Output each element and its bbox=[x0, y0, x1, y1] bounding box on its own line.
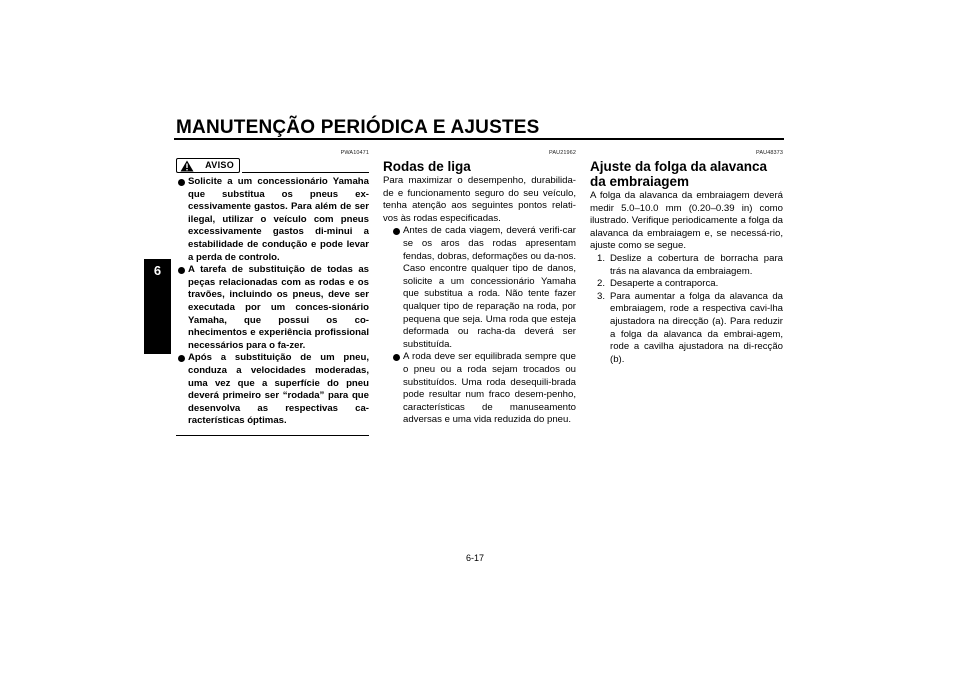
warning-list bbox=[176, 176, 369, 428]
step-item bbox=[590, 278, 783, 291]
bullet-icon bbox=[393, 354, 400, 361]
page-number: 6-17 bbox=[466, 553, 485, 563]
step-item bbox=[590, 253, 783, 278]
warning-item-text: Solicite a um concessionário Yamaha que substitua os pneus ex-cessivamente gastos. Para além de ser ilegal, utilizar o veículo com pneus excessivamente gastos di-minui a estabilidade de condução e pode levar a perda de controlo. bbox=[188, 176, 369, 263]
warning-label: AVISO bbox=[205, 160, 234, 171]
section-heading: Rodas de liga bbox=[383, 159, 471, 174]
step-item bbox=[590, 291, 783, 367]
page-title: MANUTENÇÃO PERIÓDICA E AJUSTES bbox=[176, 117, 540, 138]
wheel-item-text: A roda deve ser equilibrada sempre que o pneu ou a roda sejam trocados ou substituídos. Uma roda desequili-brada pode resultar num fraco desem-penho, características de manuseamento adversas e uma vida reduzida do pneu. bbox=[403, 351, 576, 426]
warning-item-text: A tarefa de substituição de todas as peças relacionadas com as rodas e os travões, incluindo os pneus, deve ser executada por um conces-sionário Yamaha, que possui os co-nhecimentos e experiência profissional necessários para o fa-zer. bbox=[188, 264, 369, 351]
steps-list bbox=[590, 253, 783, 366]
bullet-icon bbox=[178, 267, 185, 274]
warning-triangle-icon bbox=[180, 160, 194, 172]
step-text: Desaperte a contraporca. bbox=[610, 278, 719, 290]
step-number: 2. bbox=[597, 278, 606, 290]
wheel-item-text: Antes de cada viagem, deverá verifi-car se os aros das rodas apresentam fendas, dobras, deformações ou da-nos. Caso encontre qualquer tipo de danos, solicite a um concessionário Yamaha que substitua a roda. Não tente fazer qualquer tipo de reparação na roda, por pequena que seja. Uma roda que esteja deformada ou racha-da deverá ser substituída. bbox=[403, 225, 576, 350]
bullet-icon bbox=[178, 179, 185, 186]
warning-item-text: Após a substituição de um pneu, conduza a velocidades moderadas, uma vez que a superfície do pneu deverá primeiro ser “rodada” para que desenvolva as respectivas ca-racterísticas óptimas. bbox=[188, 352, 369, 427]
step-text: Para aumentar a folga da alavanca da embraiagem, rode a respectiva cavi-lha ajustadora na direcção (a). Para reduzir a folga da alavanca da embrai-agem, rode a cavilha ajustadora na di-recção (b). bbox=[610, 290, 783, 365]
wheel-list bbox=[391, 225, 576, 427]
wheel-item bbox=[391, 351, 576, 427]
warning-item bbox=[176, 264, 369, 352]
warning-header bbox=[176, 158, 369, 176]
section-intro: Para maximizar o desempenho, durabilida-de e funcionamento seguro do seu veículo, tenha atenção aos seguintes pontos relati-vos às rodas especificadas. bbox=[383, 175, 576, 224]
warning-rule bbox=[242, 172, 369, 173]
section-intro: A folga da alavanca da embraiagem deverá medir 5.0–10.0 mm (0.20–0.39 in) como ilustrado. Verifique periodicamente a folga da alavanca da embraiagem e, se necessá-rio, ajuste como se segue. bbox=[590, 190, 783, 252]
wheel-item bbox=[391, 225, 576, 351]
step-number: 3. bbox=[597, 290, 606, 302]
warning-code: PWA10471 bbox=[340, 150, 369, 156]
warning-end-rule bbox=[176, 435, 369, 436]
warning-badge bbox=[176, 158, 240, 173]
warning-item bbox=[176, 176, 369, 264]
chapter-tab: 6 bbox=[144, 259, 171, 354]
bullet-icon bbox=[393, 228, 400, 235]
section-code: PAU48373 bbox=[756, 150, 783, 156]
warning-item bbox=[176, 352, 369, 428]
clutch-column bbox=[590, 150, 783, 366]
section-heading: Ajuste da folga da alavanca da embraiagem bbox=[590, 159, 768, 189]
title-rule bbox=[174, 138, 784, 140]
bullet-icon bbox=[178, 355, 185, 362]
step-text: Deslize a cobertura de borracha para trás na alavanca da embraiagem. bbox=[610, 252, 783, 277]
wheels-column bbox=[383, 150, 576, 427]
warning-column bbox=[176, 150, 369, 436]
step-number: 1. bbox=[597, 252, 606, 264]
section-code: PAU21962 bbox=[549, 150, 576, 156]
